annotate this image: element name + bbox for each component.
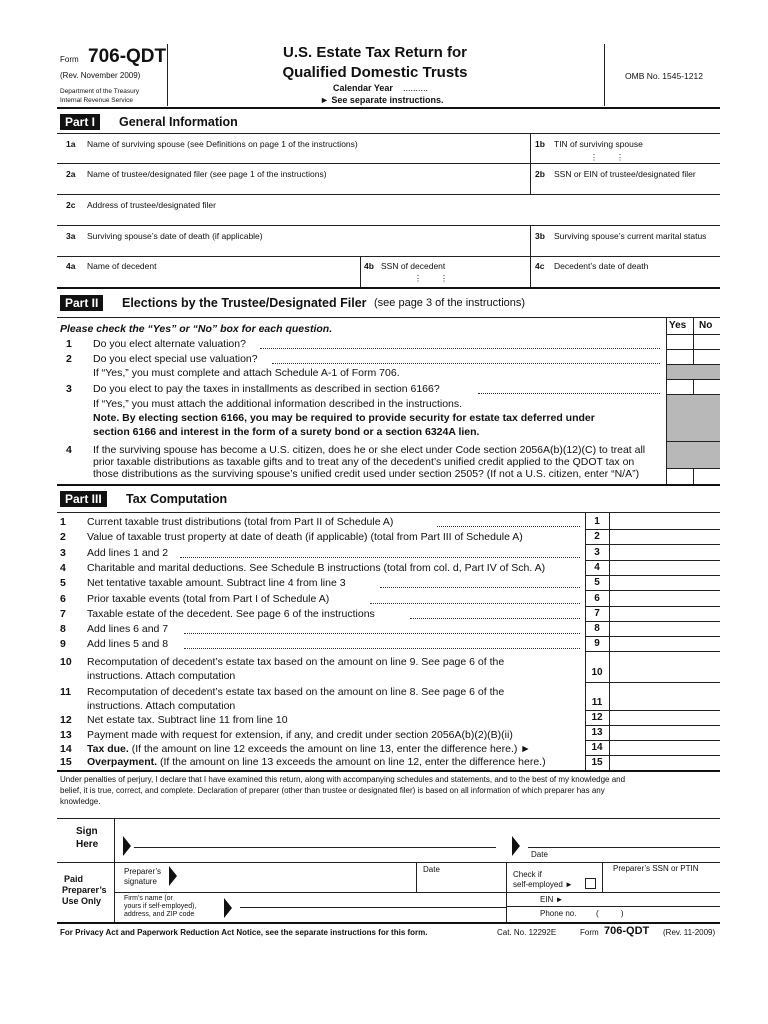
ein-label: EIN ► (540, 895, 564, 904)
tax-line-amount[interactable] (610, 591, 720, 605)
footer-form-word: Form (580, 928, 599, 937)
field-1a-num: 1a (66, 139, 76, 149)
q1-num: 1 (66, 338, 72, 350)
tax-line-text: Add lines 6 and 7 (87, 623, 169, 636)
tax-line-text: Charitable and marital deductions. See Schedule B instructions (total from col. d, Part IV of Sch. A) (87, 561, 546, 574)
ein-field[interactable] (566, 893, 720, 906)
tax-line-amount[interactable] (610, 529, 720, 543)
paid-label-1: Paid (64, 874, 84, 884)
q4-text-1: If the surviving spouse has become a U.S. citizen, does he or she elect under Code section 2056A(b)(12)(C) to treat all (93, 444, 646, 456)
part-2-tag: Part II (60, 295, 103, 311)
line-11-amount[interactable] (610, 683, 720, 710)
check-if-label-2: self-employed ► (513, 880, 573, 889)
q2-note: If “Yes,” you must complete and attach Schedule A-1 of Form 706. (93, 367, 400, 379)
line-15-text: (If the amount on line 13 exceeds the amount on line 12, enter the difference here.) (159, 756, 546, 768)
q4-yes-box[interactable] (667, 469, 693, 483)
firm-label-2: yours if self-employed), (124, 903, 197, 910)
field-4b-num: 4b (364, 261, 374, 271)
preparer-date-field[interactable] (417, 864, 505, 891)
line-13-amount[interactable] (610, 726, 720, 740)
sign-label-1: Sign (76, 826, 98, 837)
preparer-arrow-icon (169, 866, 177, 886)
field-4a-num: 4a (66, 261, 76, 271)
line-12-box-num: 12 (591, 712, 603, 723)
field-2a-input[interactable] (57, 164, 529, 193)
line-13-text: Payment made with request for extension, if any, and credit under section 2056A(b)(2)(B)(ii) (87, 729, 513, 741)
field-3b-label: Surviving spouse’s current marital status (554, 231, 707, 241)
field-2b-num: 2b (535, 169, 545, 179)
line-14-amount[interactable] (610, 741, 720, 755)
part-1-title: General Information (119, 115, 238, 129)
field-3a-label: Surviving spouse’s date of death (if applicable) (87, 231, 263, 241)
line-10-box-num: 10 (591, 667, 603, 678)
q1-no-box[interactable] (694, 335, 720, 348)
tax-line-num: 5 (60, 577, 66, 590)
field-4b-input[interactable] (361, 257, 529, 286)
no-column-header: No (699, 320, 713, 331)
line-10-text-1: Recomputation of decedent’s estate tax based on the amount on line 9. See page 6 of the (87, 656, 505, 668)
omb-number: OMB No. 1545-1212 (625, 71, 703, 81)
form-title-line-1: U.S. Estate Tax Return for (283, 44, 467, 61)
firm-label-1: Firm’s name (or (124, 895, 173, 902)
paid-label-2: Preparer’s (62, 885, 107, 895)
tax-line-box-num: 1 (594, 516, 600, 527)
line-14-bold: Tax due. (87, 743, 129, 755)
field-2a-label: Name of trustee/designated filer (see page 1 of the instructions) (87, 169, 327, 179)
tax-line-num: 3 (60, 546, 66, 559)
line-11-box-num: 11 (591, 697, 603, 708)
firm-arrow-icon (224, 898, 232, 918)
tax-line-amount[interactable] (610, 545, 720, 559)
part-2-title: Elections by the Trustee/Designated Filer (122, 296, 367, 310)
field-4c-label: Decedent’s date of death (554, 261, 649, 271)
q3-note-2: Note. By electing section 6166, you may be required to provide security for estate tax deferred under (93, 412, 595, 424)
line-10-text-2: instructions. Attach computation (87, 670, 236, 682)
q3-note-3: section 6166 and interest in the form of a surety bond or a section 6324A lien. (93, 426, 480, 438)
tax-line-num: 9 (60, 638, 66, 651)
line-10-num: 10 (60, 656, 72, 668)
line-12-text: Net estate tax. Subtract line 11 from line 10 (87, 714, 288, 726)
firm-label-3: address, and ZIP code (124, 911, 195, 918)
signature-field[interactable] (134, 822, 496, 847)
field-2b-label: SSN or EIN of trustee/designated filer (554, 169, 696, 179)
line-15-box-num: 15 (591, 757, 603, 768)
sign-label-2: Here (76, 839, 99, 850)
field-2b-input[interactable] (531, 164, 720, 193)
tax-line-box-num: 2 (594, 531, 600, 543)
field-2c-label: Address of trustee/designated filer (87, 200, 216, 210)
tax-line-text: Current taxable trust distributions (total from Part II of Schedule A) (87, 516, 394, 528)
see-instructions: ► See separate instructions. (320, 95, 444, 105)
calendar-year-label: Calendar Year (333, 83, 393, 93)
check-if-label-1: Check if (513, 870, 542, 879)
q3-num: 3 (66, 383, 72, 395)
tax-line-amount[interactable] (610, 514, 720, 528)
field-3b-input[interactable] (531, 226, 720, 255)
part-3-tag: Part III (60, 491, 107, 507)
date-arrow-icon (512, 836, 520, 856)
field-3a-input[interactable] (57, 226, 529, 255)
line-12-amount[interactable] (610, 711, 720, 725)
preparer-sig-label-2: signature (124, 877, 157, 886)
field-4a-label: Name of decedent (87, 261, 157, 271)
footer-revision: (Rev. 11-2009) (663, 928, 716, 937)
q4-no-box[interactable] (694, 469, 720, 483)
phone-label: Phone no. (540, 909, 577, 918)
line-13-box-num: 13 (591, 727, 603, 738)
preparer-ssn-field[interactable] (603, 874, 720, 891)
field-4c-num: 4c (535, 261, 545, 271)
line-13-num: 13 (60, 729, 72, 741)
tax-line-text: Add lines 1 and 2 (87, 546, 169, 559)
field-2a-num: 2a (66, 169, 76, 179)
form-revision: (Rev. November 2009) (60, 71, 141, 80)
q2-yes-box[interactable] (667, 350, 693, 363)
field-1b-input[interactable] (531, 134, 720, 163)
sign-arrow-icon (123, 836, 131, 856)
dept-line-2: Internal Revenue Service (60, 97, 133, 104)
field-2c-input[interactable] (57, 195, 720, 224)
preparer-date-label: Date (423, 865, 440, 874)
penalties-line-3: knowledge. (60, 797, 101, 806)
line-15-num: 15 (60, 756, 72, 768)
q4-num: 4 (66, 444, 72, 456)
q4-text-2: prior taxable distributions as taxable gifts and to treat any of the decedent’s unified credit applied to the QDOT tax on (93, 456, 635, 468)
footer-form-number: 706-QDT (604, 925, 650, 937)
tax-line-text: Value of taxable trust property at date of death (if applicable) (total from Part III of Schedule A) (87, 531, 523, 544)
line-15-amount[interactable] (610, 756, 720, 770)
field-4b-label: SSN of decedent (381, 261, 446, 271)
line-14-box-num: 14 (591, 742, 603, 753)
part-3-title: Tax Computation (126, 492, 228, 506)
form-number: 706-QDT (88, 46, 167, 67)
line-12-num: 12 (60, 714, 72, 726)
tax-line-box-num: 8 (594, 623, 600, 635)
tax-line-text: Add lines 5 and 8 (87, 638, 169, 651)
tax-line-text: Taxable estate of the decedent. See page 6 of the instructions (87, 607, 375, 620)
tax-line-amount[interactable] (610, 636, 720, 650)
tax-line-num: 8 (60, 623, 66, 636)
q1-text: Do you elect alternate valuation? (93, 338, 246, 350)
penalties-line-2: belief, it is true, correct, and complete. Declaration of preparer (other than trustee or designated filer) is based on all information of which preparer has any (60, 786, 605, 795)
tax-line-box-num: 4 (594, 561, 600, 573)
tax-line-box-num: 6 (594, 592, 600, 604)
q4-text-3: those distributions as the surviving spouse’s unified credit used under section 2505? (If not a U.S. citizen, enter “N/A”) (93, 468, 640, 480)
tax-line-box-num: 9 (594, 638, 600, 650)
q3-yes-box[interactable] (667, 380, 693, 393)
paid-label-3: Use Only (62, 896, 102, 906)
tax-line-num: 4 (60, 561, 66, 574)
line-11-num: 11 (60, 686, 72, 698)
tax-line-amount[interactable] (610, 560, 720, 574)
field-2c-num: 2c (66, 200, 76, 210)
tax-line-amount[interactable] (610, 621, 720, 635)
field-3a-num: 3a (66, 231, 76, 241)
q3-text: Do you elect to pay the taxes in installments as described in section 6166? (93, 383, 440, 395)
line-14-num: 14 (60, 743, 72, 755)
field-1b-label: TIN of surviving spouse (554, 139, 643, 149)
preparer-sig-label-1: Preparer’s (124, 867, 162, 876)
catalog-number: Cat. No. 12292E (497, 928, 557, 937)
tax-line-amount[interactable] (610, 606, 720, 620)
preparer-ssn-label: Preparer’s SSN or PTIN (613, 864, 699, 873)
sign-date-field[interactable] (528, 822, 720, 847)
line-11-text-1: Recomputation of decedent’s estate tax based on the amount on line 8. See page 6 of the (87, 686, 505, 698)
yes-column-header: Yes (669, 320, 687, 331)
tax-line-box-num: 5 (594, 577, 600, 589)
sign-date-label: Date (531, 850, 548, 859)
field-1b-num: 1b (535, 139, 545, 149)
tax-line-text: Prior taxable events (total from Part I of Schedule A) (87, 592, 330, 605)
q3-no-box[interactable] (694, 380, 720, 393)
privacy-notice: For Privacy Act and Paperwork Reduction Act Notice, see the separate instructions for this form. (60, 928, 428, 937)
line-15-bold: Overpayment. (87, 756, 158, 768)
firm-name-field[interactable] (240, 894, 505, 921)
q2-num: 2 (66, 353, 72, 365)
calendar-year-field[interactable]: .......... (403, 83, 429, 93)
form-title-line-2: Qualified Domestic Trusts (282, 64, 468, 81)
dept-line-1: Department of the Treasury (60, 88, 140, 95)
q3-note-1: If “Yes,” you must attach the additional information described in the instructions. (93, 398, 463, 410)
preparer-signature-field[interactable] (180, 864, 415, 891)
phone-field[interactable]: ( ) (596, 909, 624, 918)
field-1a-input[interactable] (57, 134, 529, 163)
tax-line-amount[interactable] (610, 575, 720, 589)
line-10-amount[interactable] (610, 655, 720, 682)
q2-text: Do you elect special use valuation? (93, 353, 258, 365)
line-11-text-2: instructions. Attach computation (87, 700, 236, 712)
field-4c-input[interactable] (531, 257, 720, 286)
field-4a-input[interactable] (57, 257, 359, 286)
field-1a-label: Name of surviving spouse (see Definitions on page 1 of the instructions) (87, 139, 358, 149)
tax-line-num: 6 (60, 592, 66, 605)
q2-no-box[interactable] (694, 350, 720, 363)
tax-line-box-num: 7 (594, 607, 600, 619)
tax-line-box-num: 3 (594, 546, 600, 558)
penalties-line-1: Under penalties of perjury, I declare that I have examined this return, along with accompanying schedules and statements, and to the best of my knowledge and (60, 775, 626, 784)
tax-line-num: 2 (60, 531, 66, 544)
self-employed-checkbox[interactable] (585, 878, 596, 889)
part-1-tag: Part I (60, 114, 100, 130)
tax-line-num: 1 (60, 516, 66, 528)
part-2-instruction: Please check the “Yes” or “No” box for each question. (60, 323, 333, 335)
tax-line-text: Net tentative taxable amount. Subtract line 4 from line 3 (87, 577, 346, 590)
part-2-subtitle: (see page 3 of the instructions) (374, 297, 526, 309)
q1-yes-box[interactable] (667, 335, 693, 348)
tax-line-num: 7 (60, 607, 66, 620)
line-14-text: (If the amount on line 12 exceeds the amount on line 13, enter the difference here.) ► (131, 743, 531, 755)
form-word: Form (60, 55, 79, 64)
field-3b-num: 3b (535, 231, 545, 241)
